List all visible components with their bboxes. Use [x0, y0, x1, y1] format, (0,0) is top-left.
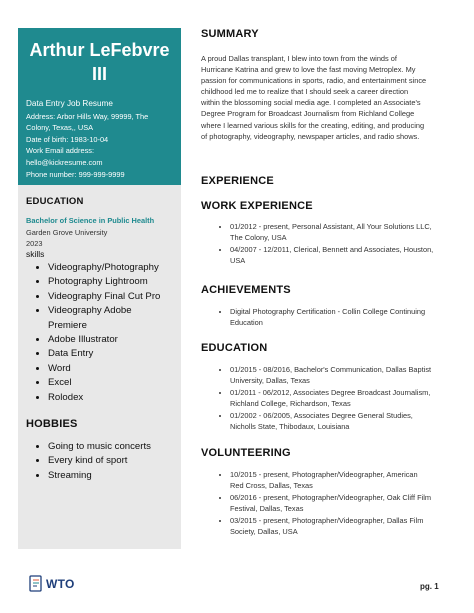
skills-label: skills [26, 249, 45, 259]
achievements-list [201, 306, 447, 328]
email-label: Work Email address: [26, 146, 95, 156]
job-title: Data Entry Job Resume [26, 99, 113, 108]
work-heading: WORK EXPERIENCE [201, 200, 313, 212]
header-box [18, 28, 181, 185]
summary-line: within the blossoming social media age. I completed an Associate's [201, 98, 421, 108]
skills-list [26, 261, 176, 405]
achievements-section [201, 284, 447, 329]
summary-section [201, 28, 447, 142]
logo-text: WTO [46, 577, 75, 591]
list-item: • 01/2002 - 06/2005, Associates Degree General Studies, Nicholls State, Thibodaux, Louisiana [230, 410, 447, 432]
list-item: • 06/2016 - present, Photographer/Videographer, Oak Cliff Film Festival, Dallas, Texas [230, 492, 447, 514]
list-item: • Videography Adobe [48, 304, 176, 318]
education-heading: EDUCATION [201, 342, 268, 354]
sidebar-hobbies [26, 418, 176, 483]
summary-text [201, 53, 447, 142]
summary-line: of photography, videography, newspaper articles, and radio shows. [201, 131, 420, 141]
name-line-1: Arthur LeFebvre [29, 40, 170, 60]
volunteering-list [201, 469, 447, 538]
summary-line: Hurricane Katrina and grew to love the fast moving Metroplex. My [201, 65, 416, 75]
summary-line: passion for communications in sports, radio, and entertainment since [201, 76, 427, 86]
candidate-name [22, 38, 177, 86]
achievements-heading: ACHIEVEMENTS [201, 284, 291, 296]
list-item: • Excel [48, 376, 176, 390]
list-item: • Streaming [48, 469, 176, 483]
list-item: Premiere [48, 319, 87, 331]
summary-line: childhood led me to realize that I should seek a career direction [201, 87, 409, 97]
work-list [201, 221, 447, 266]
degree: Bachelor of Science in Public Health [26, 216, 155, 225]
sidebar-education [26, 196, 176, 405]
summary-line: where I learned various skills for the creating, editing, and producing [201, 120, 425, 130]
contact-info [26, 98, 178, 180]
school: Garden Grove University [26, 228, 108, 237]
volunteering-section [201, 447, 447, 539]
experience-heading: EXPERIENCE [201, 175, 274, 187]
summary-line: Degree Program for Broadcast Journalism from Richland College [201, 109, 415, 119]
grad-year: 2023 [26, 239, 43, 248]
list-item: • Every kind of sport [48, 454, 176, 468]
hobbies-list [26, 440, 176, 483]
phone: Phone number: 999-999-9999 [26, 169, 125, 179]
list-item: • Digital Photography Certification - Collin College Continuing Education [230, 306, 447, 328]
list-item: • Rolodex [48, 391, 176, 405]
address: Address: Arbor Hills Way, 99999, The [26, 111, 149, 121]
volunteering-heading: VOLUNTEERING [201, 447, 291, 459]
list-item: • 01/2011 - 06/2012, Associates Degree Broadcast Journalism, Richland College, Richardson, Texas [230, 387, 447, 409]
education-section [201, 342, 447, 434]
sidebar-education-heading: EDUCATION [26, 196, 84, 207]
list-item: • Word [48, 362, 176, 376]
address-cont: Colony, Texas,, USA [26, 123, 94, 133]
list-item: • Adobe Illustrator [48, 333, 176, 347]
education-list [201, 364, 447, 433]
list-item: • Videography/Photography [48, 261, 176, 275]
list-item: • 03/2015 - present, Photographer/Videographer, Dallas Film Society, Dallas, USA [230, 515, 447, 537]
list-item: • Data Entry [48, 347, 176, 361]
list-item: • Photography Lightroom [48, 275, 176, 289]
sidebar [18, 28, 181, 549]
list-item: • 04/2007 - 12/2011, Clerical, Bennett and Associates, Houston, USA [230, 244, 447, 266]
document-icon [28, 575, 44, 593]
list-item: • 01/2012 - present, Personal Assistant, All Your Solutions LLC, The Colony, USA [230, 221, 447, 243]
hobbies-heading: HOBBIES [26, 418, 78, 430]
list-item: • 10/2015 - present, Photographer/Videographer, American Red Cross, Dallas, Texas [230, 469, 447, 491]
email: hello@kickresume.com [26, 157, 103, 167]
wto-logo [28, 575, 75, 593]
summary-line: A proud Dallas transplant, I blew into town from the winds of [201, 54, 397, 63]
date-of-birth: Date of birth: 1983-10-04 [26, 134, 109, 144]
list-item: • 01/2015 - 08/2016, Bachelor's Communication, Dallas Baptist University, Dallas, Texas [230, 364, 447, 386]
list-item: • Videography Final Cut Pro [48, 290, 176, 304]
name-line-2: III [91, 64, 107, 84]
work-section [201, 200, 447, 267]
page-number: pg. 1 [420, 582, 439, 591]
summary-heading: SUMMARY [201, 28, 259, 40]
list-item: • Going to music concerts [48, 440, 176, 454]
